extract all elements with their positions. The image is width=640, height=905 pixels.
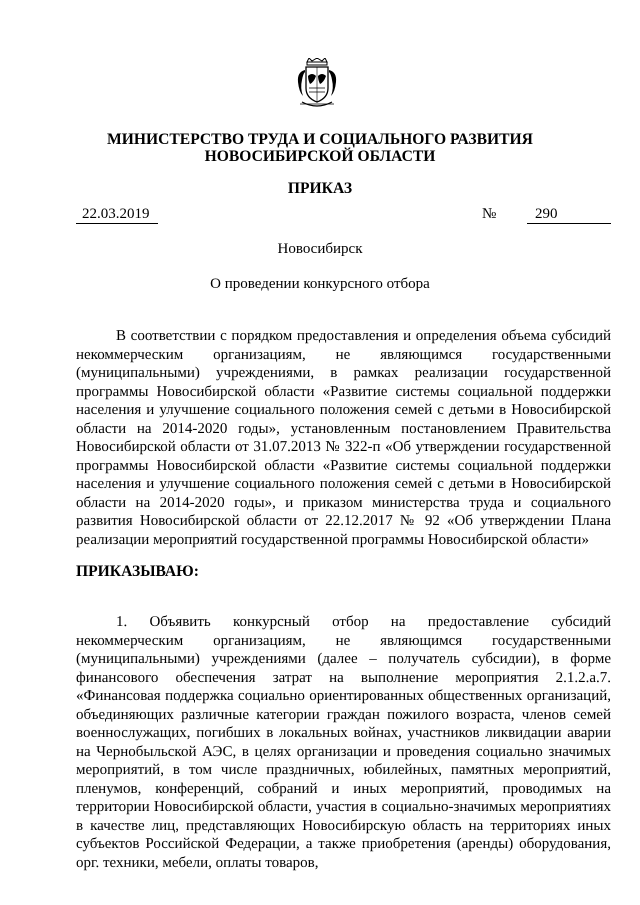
document-type: ПРИКАЗ — [287, 180, 353, 197]
ministry-line-2: НОВОСИБИРСКОЙ ОБЛАСТИ — [204, 148, 436, 165]
clause-1-paragraph: 1. Объявить конкурсный отбор на предоставление субсидий некоммерческим организациям, не являющимся государственными (муниципальными) учреждениями (далее – получатель субсидии), в форме финансового обеспечения затрат на выполнение мероприятия 2.1.2.а.7. «Финансовая поддержка социально ориентированных общественных организаций, объединяющих различные категории граждан пожилого возраста, членов семей военнослужащих, погибших в локальных войнах, участников ликвидации аварии на Чернобыльской АЭС, в целях организации и проведения социально значимых мероприятий, в том числе праздничных, юбилейных, памятных мероприятий, пленумов, конференций, собраний и иных мероприятий, проводимых на территории Новосибирской области, участия в социально-значимых мероприятиях в качестве лиц, представляющих Новосибирскую область на территориях иных субъектов Российской Федерации, а также приобретения (аренды) оборудования, орг. техники, мебели, оплаты товаров, — [76, 614, 611, 871]
coat-of-arms-icon — [294, 58, 340, 110]
city: Новосибирск — [277, 241, 363, 257]
order-number: 290 — [527, 206, 611, 224]
order-date: 22.03.2019 — [76, 206, 158, 224]
preamble-paragraph: В соответствии с порядком предоставления и определения объема субсидий некоммерческим организациям, не являющимся государственными (муниципальными) учреждениями, в рамках реализации государственной программы Новосибирской области «Развитие системы социальной поддержки населения и улучшение социального положения семей с детьми в Новосибирской области на 2014-2020 годы», установленным постановлением Правительства Новосибирской области от 31.07.2013 № 322-п «Об утверждении государственной программы Новосибирской области «Развитие системы социальной поддержки населения и улучшение социального положения семей с детьми в Новосибирской области на 2014-2020 годы», и приказом министерства труда и социального развития Новосибирской области от 22.12.2017 № 92 «Об утверждении Плана реализации мероприятий государственной программы Новосибирской области» — [76, 328, 611, 548]
ministry-line-1: МИНИСТЕРСТВО ТРУДА И СОЦИАЛЬНОГО РАЗВИТИЯ — [107, 131, 533, 148]
order-subject: О проведении конкурсного отбора — [210, 276, 430, 292]
ministry-name — [60, 131, 580, 165]
number-sign: № — [482, 206, 497, 222]
orders-heading: ПРИКАЗЫВАЮ: — [76, 563, 199, 580]
